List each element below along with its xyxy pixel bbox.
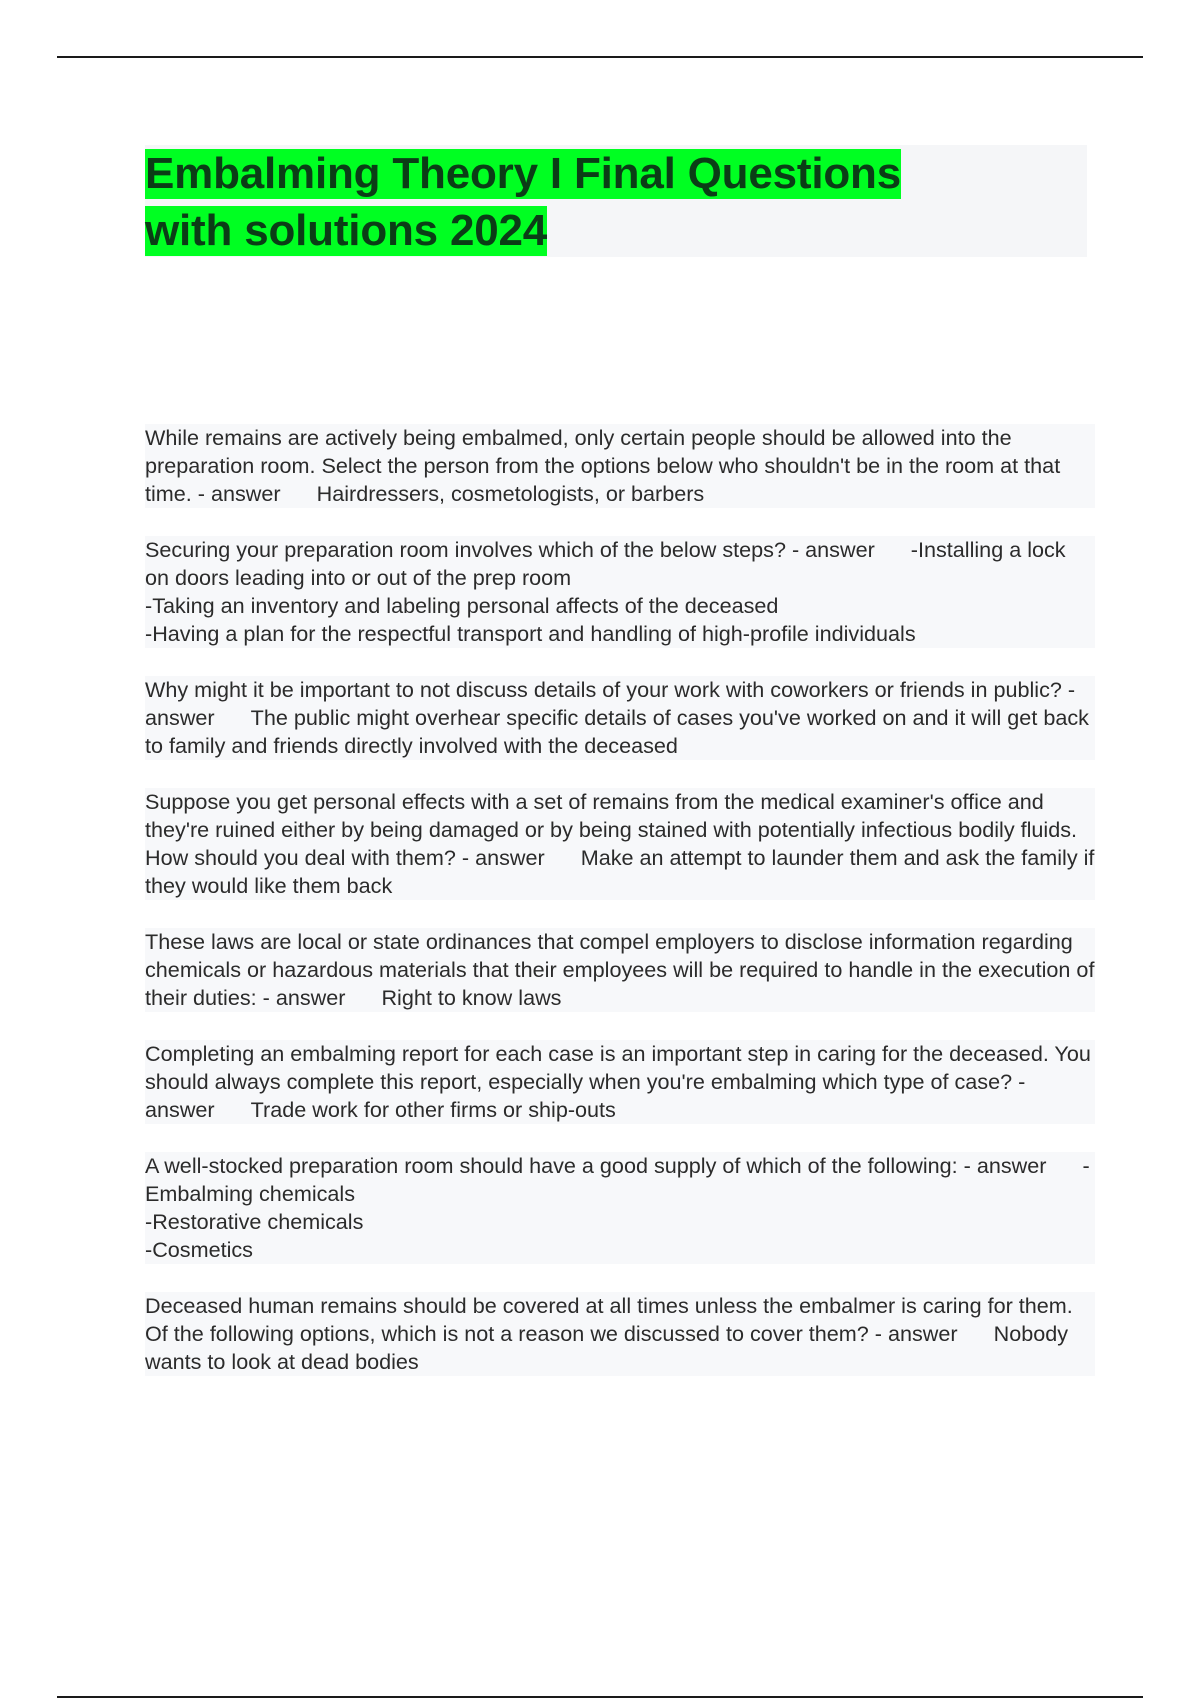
answer-line: Nobody wants to look at dead bodies [145, 1321, 1069, 1374]
answer-marker: - answer [197, 481, 281, 506]
answer-marker: - answer [461, 845, 545, 870]
question-text: Suppose you get personal effects with a set of remains from the medical examiner's office and they're ruined either by being damaged or by being stained with potentially infectious bodily fluids. How should you deal with them? [145, 789, 1078, 870]
answer-marker: - answer [963, 1153, 1047, 1178]
question-text: These laws are local or state ordinances that compel employers to disclose information regarding chemicals or hazardous materials that their employees will be required to handle in the execution of their duties: [145, 929, 1095, 1010]
answer-line: -Taking an inventory and labeling personal affects of the deceased [145, 593, 779, 618]
question-text: While remains are actively being embalmed, only certain people should be allowed into the preparation room. Select the person from the options below who shouldn't be in the room at that time. [145, 425, 1061, 506]
answer-marker: - answer [145, 1069, 1026, 1122]
question-text: A well-stocked preparation room should have a good supply of which of the following: [145, 1153, 958, 1178]
question-text: Completing an embalming report for each case is an important step in caring for the deceased. You should always complete this report, especially when you're embalming which type of case? [145, 1041, 1091, 1094]
answer-marker: - answer [791, 537, 875, 562]
answer-line: Trade work for other firms or ship-outs [250, 1097, 616, 1122]
answer-line: -Embalming chemicals [145, 1153, 1090, 1206]
qa-item [145, 928, 1095, 1012]
title-block [145, 145, 1087, 257]
answer-line: -Having a plan for the respectful transport and handling of high-profile individuals [145, 621, 916, 646]
title-line-1: Embalming Theory I Final Questions [145, 149, 901, 198]
answer-marker: - answer [262, 985, 346, 1010]
qa-item [145, 536, 1095, 648]
question-text: Securing your preparation room involves which of the below steps? [145, 537, 786, 562]
title-line-2: with solutions 2024 [145, 206, 548, 255]
answer-line: Right to know laws [381, 985, 562, 1010]
question-answer-list [145, 424, 1095, 1404]
qa-item [145, 424, 1095, 508]
answer-line: The public might overhear specific details of cases you've worked on and it will get back to family and friends directly involved with the deceased [145, 705, 1089, 758]
qa-item [145, 1152, 1095, 1264]
answer-line: Hairdressers, cosmetologists, or barbers [316, 481, 705, 506]
answer-line: -Installing a lock on doors leading into or out of the prep room [145, 537, 1066, 590]
answer-marker: - answer [874, 1321, 958, 1346]
qa-item [145, 676, 1095, 760]
answer-line: Make an attempt to launder them and ask the family if they would like them back [145, 845, 1095, 898]
question-text: Why might it be important to not discuss details of your work with coworkers or friends in public? [145, 677, 1062, 702]
qa-item [145, 788, 1095, 900]
qa-item [145, 1292, 1095, 1376]
qa-item [145, 1040, 1095, 1124]
answer-marker: - answer [145, 677, 1076, 730]
bottom-rule [57, 1696, 1143, 1698]
top-rule [57, 56, 1143, 58]
answer-line: -Cosmetics [145, 1237, 253, 1262]
question-text: Deceased human remains should be covered at all times unless the embalmer is caring for them. Of the following options, which is not a reason we discussed to cover them? [145, 1293, 1073, 1346]
document-title [145, 145, 1087, 259]
answer-line: -Restorative chemicals [145, 1209, 364, 1234]
